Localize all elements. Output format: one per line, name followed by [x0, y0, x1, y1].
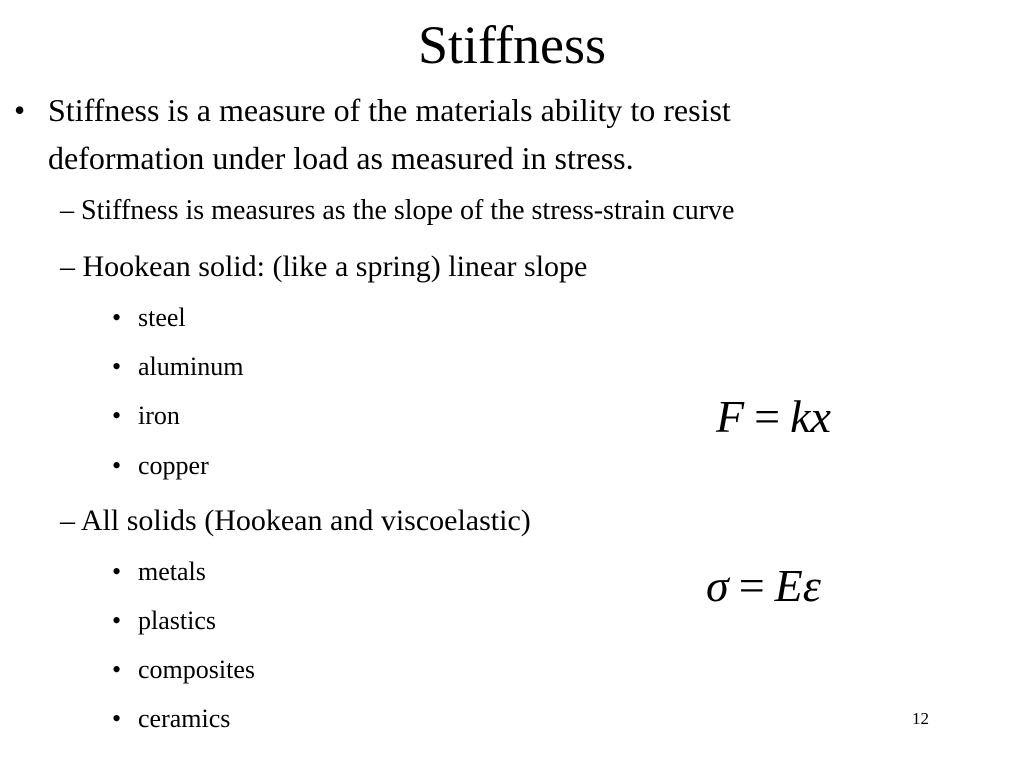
bullet-marker: • [112, 606, 122, 635]
list-item [112, 449, 209, 483]
dash-marker: – [60, 250, 75, 283]
list-item-text: plastics [138, 606, 216, 635]
sub-bullet-slope [60, 191, 734, 231]
main-bullet-line-2: deformation under load as measured in stress. [48, 140, 634, 176]
list-item-text: aluminum [138, 352, 244, 381]
list-item [112, 350, 243, 384]
equation-operator: = [738, 560, 765, 611]
list-item-text: ceramics [138, 704, 231, 733]
equation-lhs: σ [706, 560, 729, 611]
list-item-text: metals [138, 557, 206, 586]
bullet-marker: • [112, 401, 122, 430]
bullet-marker: • [14, 92, 26, 128]
sub-bullet-hookean-text: Hookean solid: (like a spring) linear slope [82, 250, 588, 283]
list-item-text: copper [138, 451, 209, 480]
main-bullet-line-1: Stiffness is a measure of the materials ability to resist [48, 92, 731, 128]
list-item [112, 555, 206, 589]
sub-bullet-hookean [60, 247, 587, 287]
bullet-marker: • [112, 557, 122, 586]
list-item [112, 604, 216, 638]
bullet-marker: • [112, 352, 122, 381]
list-item [112, 399, 180, 433]
equation-operator: = [754, 391, 781, 442]
list-item [112, 301, 186, 335]
sub-bullet-all-solids [60, 501, 531, 541]
list-item-text: iron [138, 401, 180, 430]
list-item [112, 702, 230, 736]
slide-number: 12 [912, 709, 929, 728]
sub-bullet-slope-text: Stiffness is measures as the slope of the stress-strain curve [81, 195, 735, 226]
dash-marker: – [60, 504, 75, 537]
sub-bullet-all-solids-text: All solids (Hookean and viscoelastic) [80, 504, 531, 537]
bullet-marker: • [112, 303, 122, 332]
bullet-marker: • [112, 451, 122, 480]
equation-hooke-law [716, 389, 831, 445]
list-item [112, 653, 255, 687]
bullet-marker: • [112, 655, 122, 684]
bullet-marker: • [112, 704, 122, 733]
slide-title: Stiffness [417, 15, 607, 75]
equation-stress-strain [706, 558, 821, 614]
dash-marker: – [60, 195, 74, 226]
equation-lhs: F [716, 391, 745, 442]
equation-rhs: kx [790, 391, 831, 442]
equation-rhs: Eε [774, 560, 821, 611]
list-item-text: steel [138, 303, 186, 332]
list-item-text: composites [138, 655, 255, 684]
